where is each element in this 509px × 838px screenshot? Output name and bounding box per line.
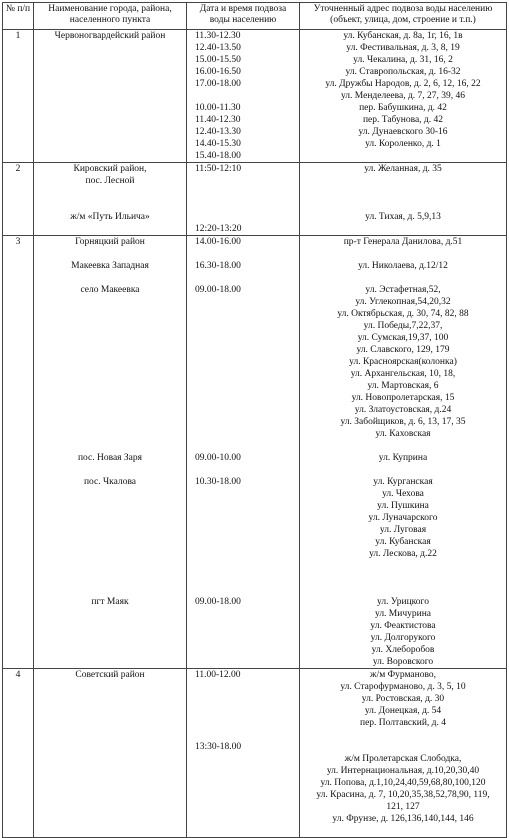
- address-line: ул. Чекалина, д. 31, 16, 2: [353, 55, 453, 65]
- address-line: ул. Тихая, д. 5,9,13: [365, 212, 441, 222]
- water-schedule-table: [2, 2, 507, 838]
- time-line: [187, 440, 299, 452]
- num-line: [3, 428, 33, 440]
- address-line: пер. Табунова, д. 42: [362, 115, 444, 125]
- time-line: 15.00-15.50: [195, 55, 241, 65]
- num-line: [3, 66, 33, 78]
- num-line: [3, 284, 33, 296]
- time-line: 11.00-12.00: [195, 670, 241, 680]
- name-line: [34, 78, 186, 90]
- header-address: Уточненный адрес подвоза воды населению (объект, улица, дом, строение и т.п.): [300, 3, 507, 30]
- time-line: [187, 332, 299, 344]
- num-line: [3, 644, 33, 656]
- num-line: [3, 260, 33, 272]
- time-line: [187, 584, 299, 596]
- num-line: [3, 150, 33, 162]
- table-row: [3, 669, 507, 838]
- address-line: ул. Сумская,19,37, 100: [357, 333, 449, 343]
- time-line: 13:30-18.00: [195, 742, 242, 752]
- num-line: [3, 356, 33, 368]
- num-line: [3, 54, 33, 66]
- name-line: [34, 54, 186, 66]
- num-line: [3, 777, 33, 789]
- time-line: [187, 500, 299, 512]
- address-line: ул. Эстафетная,52,: [365, 285, 441, 295]
- address-line: ул. Донецкая, д. 54: [364, 706, 442, 716]
- name-line: [34, 536, 186, 548]
- address-line: пер. Полтавский, д. 4: [359, 718, 447, 728]
- name-line: пгт Маяк: [91, 597, 129, 607]
- time-line: 09.00-10.00: [195, 453, 241, 463]
- address-line: ул. Красноярская(колонка): [349, 357, 457, 367]
- cell-time: [187, 30, 300, 163]
- name-line: пос. Чкалова: [83, 477, 137, 487]
- num-line: 4: [15, 670, 21, 680]
- name-line: [34, 765, 186, 777]
- address-line: [300, 175, 506, 187]
- name-line: [34, 308, 186, 320]
- address-line: [300, 150, 506, 162]
- time-line: [187, 717, 299, 729]
- cell-address: [300, 669, 507, 838]
- num-line: [3, 344, 33, 356]
- cell-time: [187, 163, 300, 236]
- time-line: [187, 813, 299, 825]
- table-header-row: [3, 3, 507, 30]
- header-time: Дата и время подвоза воды населению: [187, 3, 300, 30]
- cell-address: [300, 30, 507, 163]
- time-line: [187, 344, 299, 356]
- name-line: [34, 42, 186, 54]
- time-line: [187, 693, 299, 705]
- name-line: [34, 223, 186, 235]
- time-line: [187, 211, 299, 223]
- time-line: [187, 248, 299, 260]
- name-line: село Макеевка: [80, 285, 140, 295]
- address-line: ул. Интернациональная, д.10,20,30,40: [326, 766, 480, 776]
- num-line: [3, 404, 33, 416]
- time-line: [187, 801, 299, 813]
- name-line: [34, 644, 186, 656]
- time-line: 12:20-13:20: [195, 224, 242, 234]
- num-line: [3, 380, 33, 392]
- name-line: ж/м «Путь Ильича»: [70, 212, 150, 222]
- num-line: [3, 126, 33, 138]
- num-line: 1: [15, 31, 21, 41]
- name-line: [34, 825, 186, 837]
- num-line: [3, 114, 33, 126]
- time-line: [187, 729, 299, 741]
- time-line: [187, 705, 299, 717]
- address-line: ул. Урицкого: [377, 597, 429, 607]
- num-line: [3, 368, 33, 380]
- name-line: [34, 416, 186, 428]
- name-line: [34, 524, 186, 536]
- name-line: [34, 320, 186, 332]
- name-line: [34, 753, 186, 765]
- name-line: [34, 656, 186, 668]
- time-line: [187, 428, 299, 440]
- address-line: ул. Каховская: [375, 429, 431, 439]
- time-line: [187, 681, 299, 693]
- time-line: 14.40-15.30: [195, 139, 241, 149]
- time-line: [187, 175, 299, 187]
- address-line: ул. Фестивальная, д. 3, 8, 19: [346, 43, 460, 53]
- time-line: [187, 789, 299, 801]
- address-line: ул. Хлеборобов: [371, 645, 435, 655]
- time-line: [187, 464, 299, 476]
- time-line: [187, 572, 299, 584]
- time-line: [187, 753, 299, 765]
- num-line: [3, 729, 33, 741]
- time-line: [187, 404, 299, 416]
- address-line: ул. Курганская: [373, 477, 433, 487]
- num-line: [3, 632, 33, 644]
- name-line: [34, 248, 186, 260]
- name-line: [34, 548, 186, 560]
- name-line: [34, 138, 186, 150]
- address-line: ул. Ставропольская, д. 16-32: [345, 67, 461, 77]
- name-line: [34, 296, 186, 308]
- time-line: 14.00-16.00: [195, 237, 241, 247]
- num-line: [3, 187, 33, 199]
- num-line: [3, 789, 33, 801]
- num-line: [3, 332, 33, 344]
- address-line: [300, 825, 506, 837]
- name-line: [34, 428, 186, 440]
- time-line: 09.00-18.00: [195, 285, 241, 295]
- table-body: [3, 30, 507, 838]
- time-line: 10.30-18.00: [195, 477, 241, 487]
- num-line: [3, 825, 33, 837]
- num-line: [3, 175, 33, 187]
- address-line: ул. Победы,7,22,37,: [363, 321, 443, 331]
- name-line: [34, 404, 186, 416]
- address-line: ул. Мартовская, 6: [367, 381, 439, 391]
- num-line: [3, 416, 33, 428]
- num-line: [3, 199, 33, 211]
- num-line: [3, 765, 33, 777]
- address-line: [300, 248, 506, 260]
- time-line: 11.40-12.30: [195, 115, 241, 125]
- address-line: пер. Бабушкина, д. 42: [359, 103, 447, 113]
- time-line: [187, 777, 299, 789]
- cell-name: [34, 669, 187, 838]
- name-line: [34, 199, 186, 211]
- time-line: [187, 416, 299, 428]
- address-line: 121, 127: [386, 802, 420, 812]
- num-line: [3, 452, 33, 464]
- time-line: [187, 765, 299, 777]
- num-line: [3, 488, 33, 500]
- cell-num: [3, 163, 34, 236]
- time-line: 16.30-18.00: [195, 261, 241, 271]
- address-line: ул. Короленко, д. 1: [365, 139, 441, 149]
- time-line: 11:50-12:10: [195, 164, 242, 174]
- time-line: 12.40-13.50: [195, 43, 241, 53]
- time-line: [187, 356, 299, 368]
- cell-num: [3, 236, 34, 669]
- address-line: ул. Луначарского: [368, 513, 438, 523]
- address-line: [300, 272, 506, 284]
- address-line: ул. Новопролетарская, 15: [351, 393, 455, 403]
- name-line: [34, 114, 186, 126]
- name-line: [34, 102, 186, 114]
- time-line: [187, 320, 299, 332]
- address-line: ул. Октябрьская, д. 30, 74, 82, 88: [337, 309, 469, 319]
- time-line: [187, 368, 299, 380]
- num-line: [3, 741, 33, 753]
- name-line: [34, 705, 186, 717]
- time-line: 12.40-13.30: [195, 127, 241, 137]
- address-line: [300, 440, 506, 452]
- num-line: [3, 813, 33, 825]
- num-line: [3, 681, 33, 693]
- name-line: Горняцкий район: [75, 237, 145, 247]
- num-line: [3, 596, 33, 608]
- address-line: ул. Куприна: [378, 453, 428, 463]
- address-line: ул. Красина, д. 7, 10,20,35,38,52,78,90, 119,: [316, 790, 490, 800]
- num-line: [3, 440, 33, 452]
- num-line: [3, 608, 33, 620]
- table-row: [3, 30, 507, 163]
- name-line: [34, 272, 186, 284]
- time-line: [187, 512, 299, 524]
- time-line: [187, 560, 299, 572]
- address-line: ул. Луговая: [379, 525, 427, 535]
- address-line: ул. Кубанская, д. 8а, 1г, 16, 1в: [343, 31, 463, 41]
- num-line: [3, 693, 33, 705]
- num-line: [3, 584, 33, 596]
- name-line: [34, 693, 186, 705]
- name-line: Кировский район,: [73, 164, 147, 174]
- name-line: [34, 813, 186, 825]
- num-line: [3, 705, 33, 717]
- address-line: ул. Лескова, д.22: [369, 549, 437, 559]
- address-line: ул. Долгорукого: [370, 633, 436, 643]
- num-line: [3, 560, 33, 572]
- address-line: ул. Желанная, д. 35: [364, 164, 442, 174]
- num-line: [3, 308, 33, 320]
- num-line: [3, 102, 33, 114]
- name-line: Советский район: [75, 670, 145, 680]
- num-line: 2: [15, 164, 21, 174]
- num-line: [3, 42, 33, 54]
- num-line: [3, 320, 33, 332]
- time-line: [187, 548, 299, 560]
- num-line: [3, 272, 33, 284]
- name-line: [34, 801, 186, 813]
- time-line: [187, 90, 299, 102]
- name-line: [34, 620, 186, 632]
- address-line: ул. Попова, д.1,10,24,40,59,68,80,100,120: [320, 778, 486, 788]
- name-line: [34, 500, 186, 512]
- time-line: [187, 488, 299, 500]
- name-line: [34, 368, 186, 380]
- cell-num: [3, 669, 34, 838]
- num-line: [3, 548, 33, 560]
- name-line: [34, 741, 186, 753]
- num-line: [3, 572, 33, 584]
- name-line: [34, 608, 186, 620]
- address-line: ул. Чехова: [382, 489, 424, 499]
- cell-address: [300, 236, 507, 669]
- address-line: [300, 572, 506, 584]
- time-line: 09.00-18.00: [195, 597, 241, 607]
- name-line: [34, 66, 186, 78]
- time-line: [187, 632, 299, 644]
- time-line: [187, 656, 299, 668]
- table-row: [3, 236, 507, 669]
- address-line: ул. Менделеева, д. 7, 27, 39, 46: [340, 91, 466, 101]
- name-line: [34, 187, 186, 199]
- name-line: [34, 789, 186, 801]
- name-line: [34, 584, 186, 596]
- num-line: [3, 392, 33, 404]
- address-line: ул. Воровского: [372, 657, 434, 667]
- name-line: [34, 356, 186, 368]
- time-line: [187, 825, 299, 837]
- num-line: [3, 296, 33, 308]
- address-line: [300, 187, 506, 199]
- name-line: [34, 681, 186, 693]
- name-line: [34, 392, 186, 404]
- cell-name: [34, 163, 187, 236]
- address-line: [300, 584, 506, 596]
- address-line: ул. Архангельская, 10, 18,: [350, 369, 456, 379]
- time-line: [187, 308, 299, 320]
- num-line: 3: [15, 237, 21, 247]
- num-line: [3, 90, 33, 102]
- address-line: ж/м Фурманово,: [370, 670, 436, 680]
- address-line: ул. Фрунзе, д. 126,136,140,144, 146: [332, 814, 474, 824]
- num-line: [3, 524, 33, 536]
- address-line: ул. Славского, 129, 179: [356, 345, 450, 355]
- name-line: Макеевка Западная: [71, 261, 149, 271]
- address-line: ул. Старофурманово, д. 3, 5, 10: [340, 682, 466, 692]
- num-line: [3, 476, 33, 488]
- cell-name: [34, 30, 187, 163]
- time-line: [187, 296, 299, 308]
- num-line: [3, 512, 33, 524]
- num-line: [3, 138, 33, 150]
- address-line: ул. Златоустовская, д.24: [354, 405, 452, 415]
- time-line: [187, 380, 299, 392]
- num-line: [3, 500, 33, 512]
- name-line: [34, 380, 186, 392]
- address-line: [300, 199, 506, 211]
- time-line: 10.00-11.30: [195, 103, 241, 113]
- time-line: [187, 644, 299, 656]
- name-line: [34, 717, 186, 729]
- num-line: [3, 656, 33, 668]
- name-line: [34, 777, 186, 789]
- address-line: [300, 729, 506, 741]
- name-line: [34, 632, 186, 644]
- name-line: [34, 344, 186, 356]
- cell-name: [34, 236, 187, 669]
- cell-time: [187, 236, 300, 669]
- num-line: [3, 78, 33, 90]
- time-line: [187, 620, 299, 632]
- time-line: [187, 199, 299, 211]
- name-line: [34, 90, 186, 102]
- num-line: [3, 223, 33, 235]
- address-line: ул. Углекопная,54,20,32: [355, 297, 451, 307]
- time-line: 11.30-12.30: [195, 31, 241, 41]
- num-line: [3, 536, 33, 548]
- cell-address: [300, 163, 507, 236]
- time-line: [187, 187, 299, 199]
- name-line: [34, 512, 186, 524]
- table-row: [3, 163, 507, 236]
- cell-num: [3, 30, 34, 163]
- name-line: [34, 572, 186, 584]
- address-line: ул. Пушкина: [377, 501, 429, 511]
- time-line: [187, 524, 299, 536]
- address-line: ул. Мичурина: [374, 609, 432, 619]
- address-line: [300, 741, 506, 753]
- time-line: 17.00-18.00: [195, 79, 241, 89]
- num-line: [3, 620, 33, 632]
- address-line: [300, 464, 506, 476]
- address-line: ул. Дружбы Народов, д. 2, 6, 12, 16, 22: [325, 79, 481, 89]
- address-line: ж/м Пролетарская Слободка,: [344, 754, 462, 764]
- address-line: ул. Кубанская: [375, 537, 431, 547]
- time-line: 16.00-16.50: [195, 67, 241, 77]
- time-line: [187, 536, 299, 548]
- name-line: пос. Лесной: [85, 176, 135, 186]
- address-line: [300, 223, 506, 235]
- time-line: [187, 392, 299, 404]
- name-line: [34, 488, 186, 500]
- name-line: пос. Новая Заря: [77, 453, 143, 463]
- name-line: [34, 126, 186, 138]
- time-line: [187, 272, 299, 284]
- num-line: [3, 248, 33, 260]
- address-line: ул. Феактистова: [370, 621, 436, 631]
- time-line: 15.40-18.00: [195, 151, 241, 161]
- address-line: ул. Николаева, д.12/12: [358, 261, 448, 271]
- name-line: [34, 440, 186, 452]
- cell-time: [187, 669, 300, 838]
- header-num: № п/п: [3, 3, 34, 30]
- num-line: [3, 753, 33, 765]
- time-line: [187, 608, 299, 620]
- name-line: [34, 464, 186, 476]
- name-line: [34, 729, 186, 741]
- address-line: ул. Дунаевского 30-16: [358, 127, 448, 137]
- name-line: Червоногвардейский район: [54, 31, 166, 41]
- num-line: [3, 464, 33, 476]
- address-line: [300, 560, 506, 572]
- name-line: [34, 150, 186, 162]
- address-line: ул. Ростовская, д. 30: [361, 694, 445, 704]
- address-line: ул. Забойщиков, д. 6, 13, 17, 35: [340, 417, 466, 427]
- num-line: [3, 801, 33, 813]
- name-line: [34, 560, 186, 572]
- header-name: Наименование города, района, населенного пункта: [34, 3, 187, 30]
- address-line: пр-т Генерала Данилова, д.51: [343, 237, 463, 247]
- name-line: [34, 332, 186, 344]
- num-line: [3, 211, 33, 223]
- num-line: [3, 717, 33, 729]
